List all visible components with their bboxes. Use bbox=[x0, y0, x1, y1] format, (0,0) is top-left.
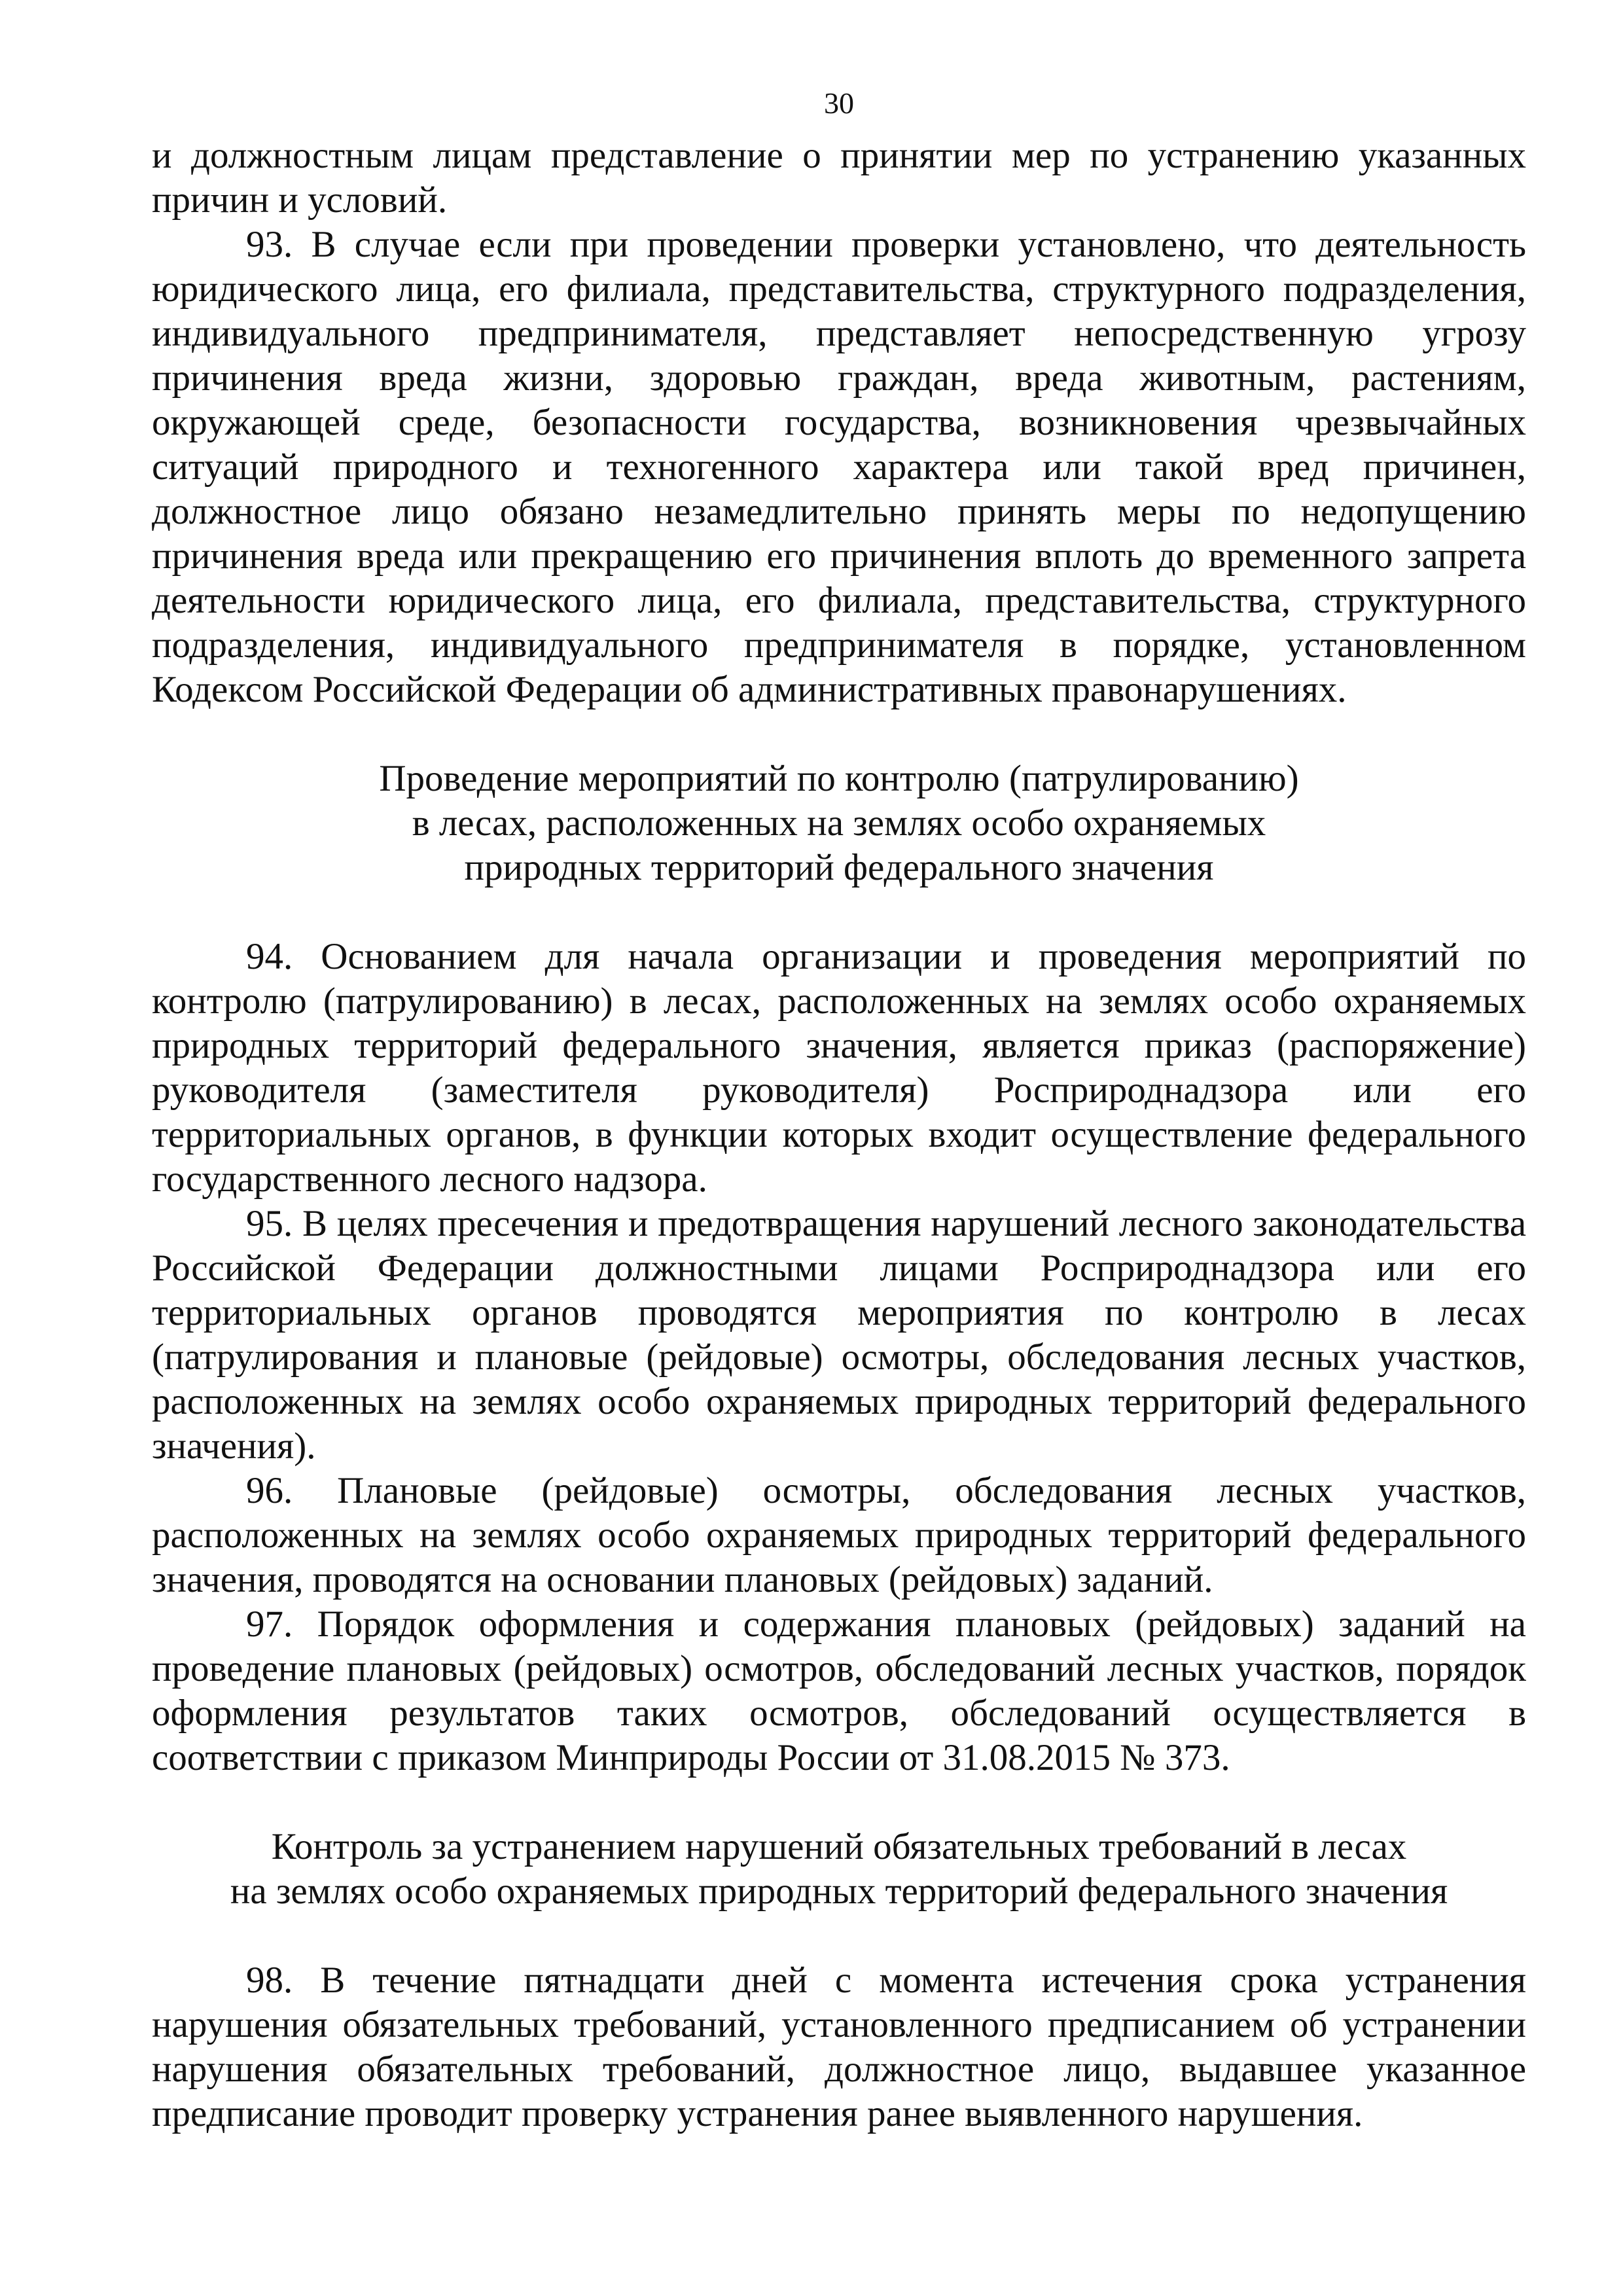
heading-line: Контроль за устранением нарушений обязательных требований в лесах bbox=[271, 1826, 1407, 1867]
paragraph-93: 93. В случае если при проведении проверки установлено, что деятельность юридического лица, его филиала, представительства, структурного подразделения, индивидуального предпринимателя, представляет непосредственную угрозу причинения вреда жизни, здоровью граждан, вреда животным, растениям, окружающей среде, безопасности государства, возникновения чрезвычайных ситуаций природного и техногенного характера или такой вред причинен, должностное лицо обязано незамедлительно принять меры по недопущению причинения вреда или прекращению его причинения вплоть до временного запрета деятельности юридического лица, его филиала, представительства, структурного подразделения, индивидуального предпринимателя в порядке, установленном Кодексом Российской Федерации об административных правонарушениях. bbox=[152, 224, 1526, 710]
page-number: 30 bbox=[824, 86, 854, 120]
section-heading-patrolling bbox=[152, 757, 1526, 890]
paragraph-98: 98. В течение пятнадцати дней с момента истечения срока устранения нарушения обязательных требований, установленного предписанием об устранении нарушения обязательных требований, должностное лицо, выдавшее указанное предписание проводит проверку устранения ранее выявленного нарушения. bbox=[152, 1960, 1526, 2134]
document-page bbox=[152, 84, 1526, 2136]
paragraph-continuation: и должностным лицам представление о принятии мер по устранению указанных причин и условий. bbox=[152, 135, 1526, 221]
section-heading-violations-control bbox=[152, 1825, 1526, 1914]
paragraph-94: 94. Основанием для начала организации и проведения мероприятий по контролю (патрулированию) в лесах, расположенных на землях особо охраняемых природных территорий федерального значения, является приказ (распоряжение) руководителя (заместителя руководителя) Росприроднадзора или его территориальных органов, в функции которых входит осуществление федерального государственного лесного надзора. bbox=[152, 936, 1526, 1200]
heading-line: в лесах, расположенных на землях особо охраняемых bbox=[412, 802, 1266, 844]
paragraph-97: 97. Порядок оформления и содержания плановых (рейдовых) заданий на проведение плановых (рейдовых) осмотров, обследований лесных участков, порядок оформления результатов таких осмотров, обследований осуществляется в соответствии с приказом Минприроды России от 31.08.2015 № 373. bbox=[152, 1604, 1526, 1778]
heading-line: на землях особо охраняемых природных территорий федерального значения bbox=[230, 1871, 1448, 1912]
paragraph-95: 95. В целях пресечения и предотвращения нарушений лесного законодательства Российской Федерации должностными лицами Росприроднадзора или его территориальных органов проводятся мероприятия по контролю в лесах (патрулирования и плановые (рейдовые) осмотры, обследования лесных участков, расположенных на землях особо охраняемых природных территорий федерального значения). bbox=[152, 1203, 1526, 1467]
paragraph-96: 96. Плановые (рейдовые) осмотры, обследования лесных участков, расположенных на землях особо охраняемых природных территорий федерального значения, проводятся на основании плановых (рейдовых) заданий. bbox=[152, 1470, 1526, 1600]
heading-line: природных территорий федерального значения bbox=[464, 847, 1214, 888]
heading-line: Проведение мероприятий по контролю (патрулированию) bbox=[379, 758, 1299, 799]
